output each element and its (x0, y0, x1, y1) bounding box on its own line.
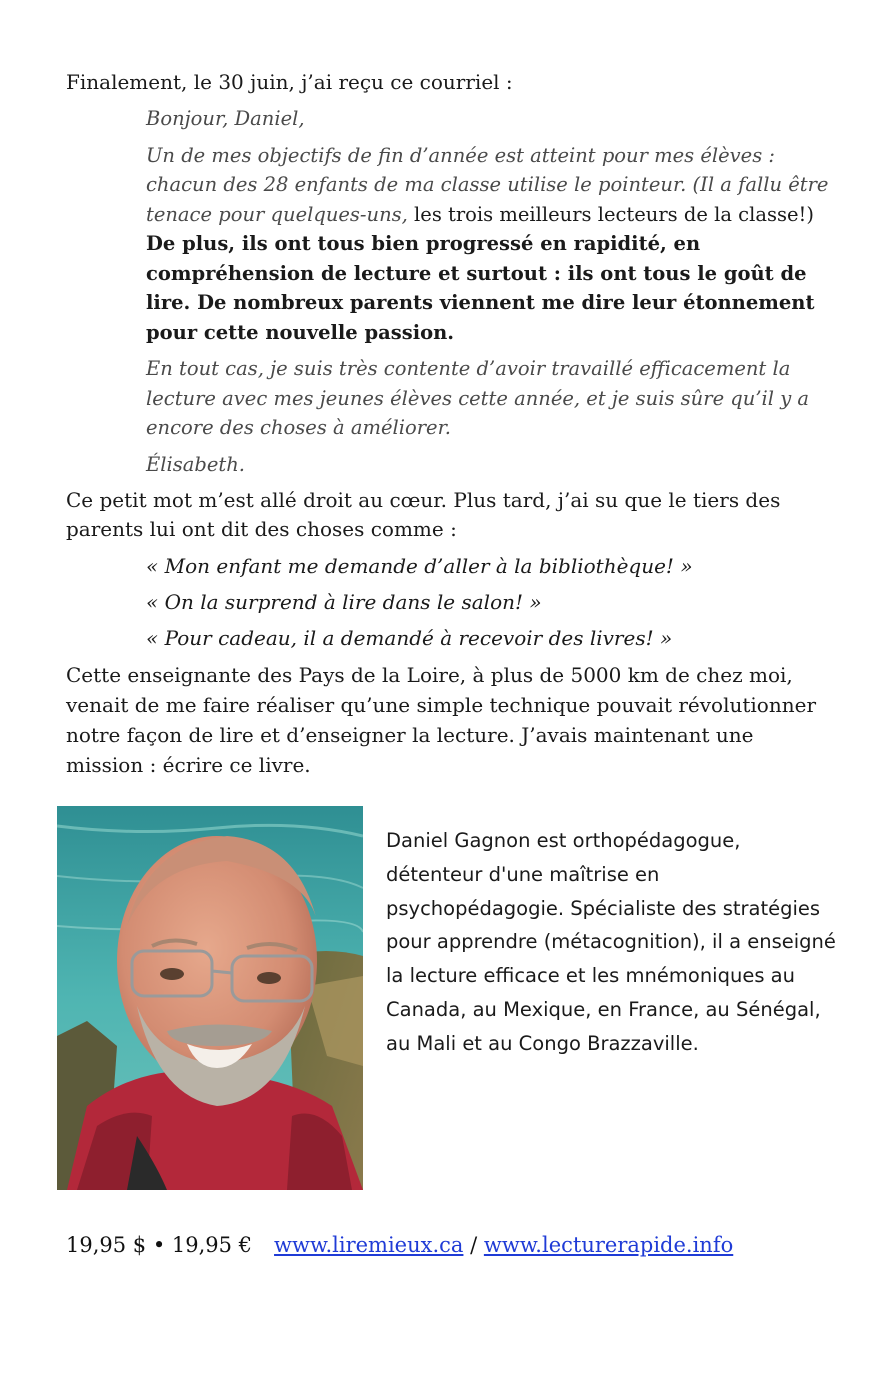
footer (66, 1228, 856, 1262)
email-quote (146, 104, 836, 479)
email-paragraph-1 (146, 141, 836, 348)
email-p1-italic: Un de mes objectifs de fin d’année est atteint pour mes élèves : chacun des 28 enfants de ma classe utilise le pointeur. (Il a fallu être tenace pour quelques-uns, (146, 143, 829, 226)
quote-item: « Pour cadeau, il a demandé à recevoir des livres! » (146, 626, 673, 650)
link-separator: / (463, 1233, 484, 1257)
quote-item: « On la surprend à lire dans le salon! » (146, 590, 542, 614)
link-liremieux[interactable]: www.liremieux.ca (274, 1233, 464, 1257)
price: 19,95 $ • 19,95 € (66, 1233, 253, 1257)
intro-text: Finalement, le 30 juin, j’ai reçu ce courriel : (66, 70, 513, 94)
email-p1-bold: De plus, ils ont tous bien progressé en rapidité, en compréhension de lecture et surtout : ils ont tous le goût de lire. De nombreux parents viennent me dire leur étonnement pour cette nouvelle passion. (146, 232, 815, 344)
author-photo (57, 806, 363, 1190)
author-bio: Daniel Gagnon est orthopédagogue, détenteur d'une maîtrise en psychopédagogie. Spécialiste des stratégies pour apprendre (métacognition), il a enseigné la lecture efficace et les mnémoniques au Canada, au Mexique, en France, au Sénégal, au Mali et au Congo Brazzaville. (386, 829, 836, 1055)
email-p1-normal: les trois meilleurs lecteurs de la classe!) (407, 202, 814, 226)
email-signature: Élisabeth. (146, 452, 245, 476)
email-greeting: Bonjour, Daniel, (146, 107, 305, 130)
parent-quotes (146, 552, 836, 660)
body-paragraph-3: Cette enseignante des Pays de la Loire, à plus de 5000 km de chez moi, venait de me faire réaliser qu’une simple technique pouvait révolutionner notre façon de lire et d’enseigner la lecture. J’avais maintenant une mission : écrire ce livre. (66, 663, 816, 777)
link-lecturerapide[interactable]: www.lecturerapide.info (483, 1233, 734, 1257)
email-paragraph-2: En tout cas, je suis très contente d’avoir travaillé efficacement la lecture avec mes jeunes élèves cette année, et je suis sûre qu’il y a encore des choses à améliorer. (146, 357, 810, 439)
quote-item: « Mon enfant me demande d’aller à la bibliothèque! » (146, 554, 693, 578)
body-paragraph-2: Ce petit mot m’est allé droit au cœur. Plus tard, j’ai su que le tiers des parents lui ont dit des choses comme : (66, 488, 781, 541)
